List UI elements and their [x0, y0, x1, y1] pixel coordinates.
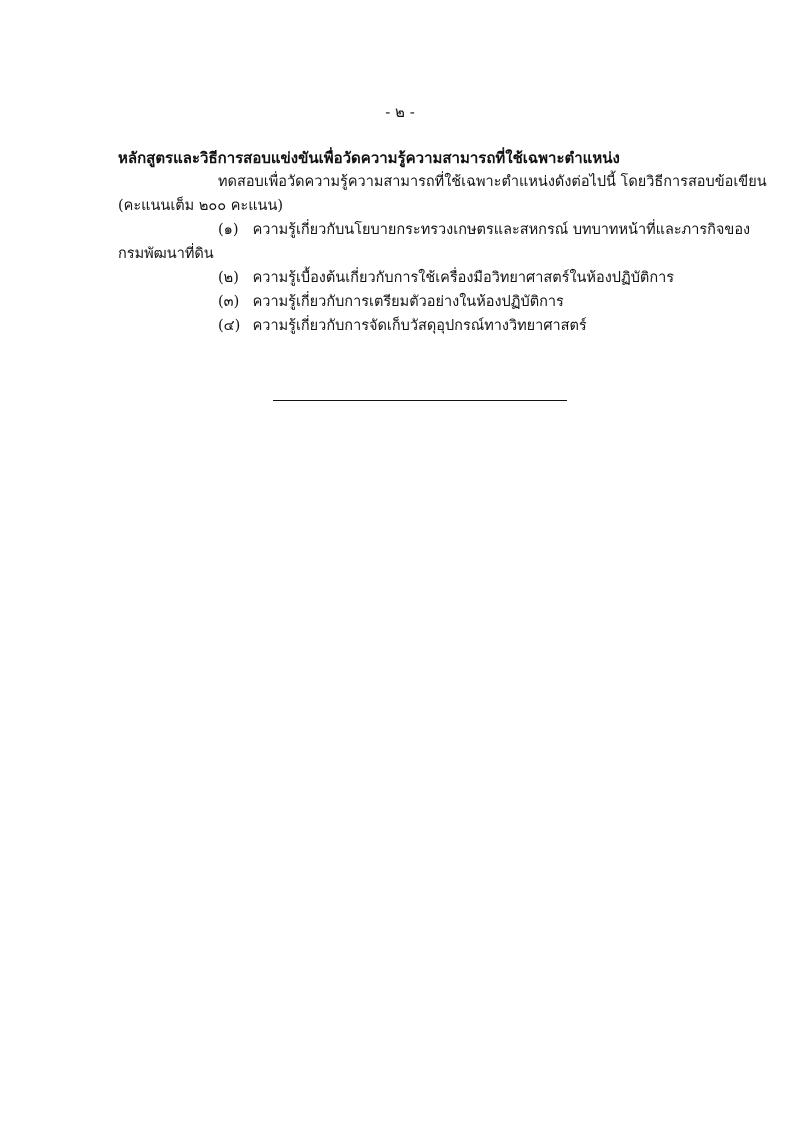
list-item-1-continuation: กรมพัฒนาที่ดิน: [118, 246, 214, 262]
section-heading: หลักสูตรและวิธีการสอบแข่งขันเพื่อวัดความรู้ความสามารถที่ใช้เฉพาะตำแหน่ง: [118, 149, 620, 167]
intro-line-2: (คะแนนเต็ม ๒๐๐ คะแนน): [118, 198, 284, 214]
list-item-text: ความรู้เกี่ยวกับการจัดเก็บวัสดุอุปกรณ์ทางวิทยาศาสตร์: [252, 318, 587, 334]
list-item-number: (๔): [218, 318, 241, 334]
list-item-4: [218, 314, 587, 337]
list-item-text: ความรู้เบื้องต้นเกี่ยวกับการใช้เครื่องมือวิทยาศาสตร์ในห้องปฏิบัติการ: [252, 270, 675, 286]
list-item-number: (๓): [218, 294, 240, 310]
list-item-1: [218, 218, 750, 241]
list-item-number: (๑): [218, 222, 239, 238]
end-separator-line: [273, 400, 567, 401]
page-number: - ๒ -: [385, 103, 415, 121]
list-item-3: [218, 290, 564, 313]
intro-line-1: ทดสอบเพื่อวัดความรู้ความสามารถที่ใช้เฉพาะตำแหน่งดังต่อไปนี้ โดยวิธีการสอบข้อเขียน: [218, 174, 767, 190]
list-item-2: [218, 266, 674, 289]
list-item-number: (๒): [218, 270, 239, 286]
list-item-text: ความรู้เกี่ยวกับนโยบายกระทรวงเกษตรและสหกรณ์ บทบาทหน้าที่และภารกิจของ: [252, 222, 751, 238]
list-item-text: ความรู้เกี่ยวกับการเตรียมตัวอย่างในห้องปฏิบัติการ: [252, 294, 564, 310]
